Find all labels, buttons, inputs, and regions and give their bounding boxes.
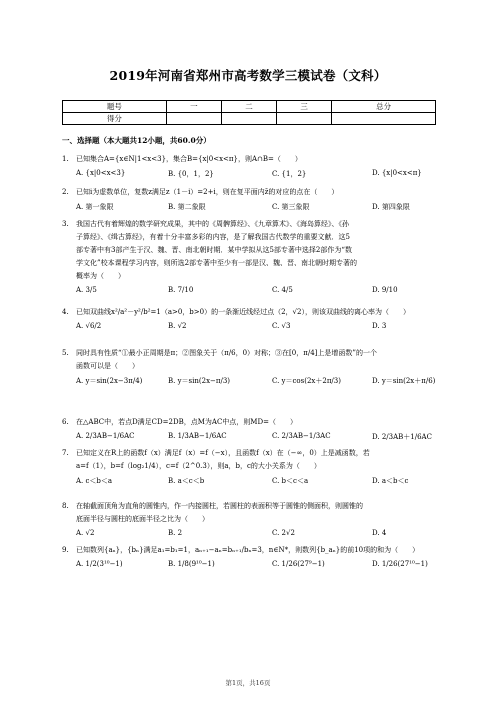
answer-option-c[interactable]: C. y＝cos(2x＋2π/3) [272, 377, 341, 385]
answer-options [76, 376, 446, 389]
question-text-line [62, 544, 442, 557]
question-text-line: 概率为（ ） [76, 272, 125, 280]
page-title: 2019年河南省郑州市高考数学三模试卷（文科） [109, 68, 387, 83]
table-header-cell: 二 [221, 101, 276, 113]
question-text: 已知i为虚数单位，复数z满足z（1－i）=2+i，则在复平面内z̄的对应的点在（ ） [76, 188, 339, 196]
table-header-cell: 总分 [332, 101, 436, 113]
answer-option-b[interactable]: B. 1/8(9¹⁰−1) [168, 560, 215, 568]
question-text: 在△ABC中，若点D满足CD=2DB，点M为AC中点，则MD=（ ） [76, 418, 297, 426]
question-2 [62, 186, 442, 199]
question-text-line [62, 153, 442, 166]
question-1 [62, 153, 442, 166]
answer-option-b[interactable]: B. 7/10 [168, 286, 194, 294]
answer-option-d[interactable]: D. 3 [372, 322, 387, 330]
answer-option-d[interactable]: D. 2/3AB＋1/6AC [372, 433, 432, 441]
question-text-line [62, 500, 442, 513]
question-number: 1. [62, 155, 69, 163]
table-row-label: 得分 [63, 113, 167, 125]
answer-option-c[interactable]: C. 第三象限 [272, 203, 310, 211]
question-text-line: a=f（1），b=f（log₂1/4），c=f（2^0.3），则a，b，c的大小关系为（ ） [76, 462, 321, 470]
question-text: 我国古代有着辉煌的数学研究成果，其中的《周髀算经》、《九章算术》、《海岛算经》、《孙 [76, 220, 349, 228]
answer-option-d[interactable]: D. 9/10 [372, 286, 398, 294]
section-heading: 一、选择题（本大题共12小题，共60.0分） [62, 136, 211, 145]
question-7 [62, 447, 442, 473]
answer-option-c[interactable]: C. 2/3AB−1/3AC [272, 432, 331, 440]
question-text-line [62, 186, 442, 199]
page-footer: 第1页，共16页 [225, 679, 271, 687]
question-number: 3. [62, 220, 69, 228]
question-text: 已知集合A={x∈N|1<x<3}，集合B={x|0<x<π}，则A∩B=（ ） [76, 155, 302, 163]
question-text: 已知数列{aₙ}，{bₙ}满足a₁=b₁=1，aₙ₊₁−aₙ=bₙ₊₁/bₙ=3，n∈N*，则数列{b_aₙ}的前10项的和为（ ） [76, 546, 420, 554]
answer-options [76, 432, 446, 445]
table-row [63, 101, 436, 113]
question-text-line [62, 347, 442, 360]
answer-option-d[interactable]: D. {x|0<x<π} [372, 169, 422, 177]
answer-option-a[interactable]: A. √6/2 [76, 322, 102, 330]
table-header-cell: 一 [166, 101, 221, 113]
question-5 [62, 347, 442, 373]
question-text: 同时具有性质“①最小正周期是π；②图象关于（π/6，0）对称；③在[0，π/4]上是增函数”的一个 [76, 349, 377, 357]
score-cell[interactable] [277, 113, 332, 125]
question-number: 7. [62, 449, 69, 457]
question-text-line [62, 416, 442, 429]
question-number: 2. [62, 188, 69, 196]
answer-options [76, 322, 446, 335]
answer-option-d[interactable]: D. y＝sin(2x＋π/6) [372, 377, 436, 385]
answer-options [76, 286, 446, 299]
answer-option-d[interactable]: D. 第四象限 [372, 203, 410, 211]
question-8 [62, 500, 442, 526]
question-text-line [62, 306, 442, 319]
question-6 [62, 416, 442, 429]
question-text-line [62, 447, 442, 460]
answer-option-a[interactable]: A. 3/5 [76, 286, 97, 294]
score-cell[interactable] [221, 113, 276, 125]
question-text-line: 子算经》、《缉古算经》，有着十分丰富多彩的内容，是了解我国古代数学的重要文献．这5 [76, 233, 350, 241]
answer-option-c[interactable]: C. 2√2 [272, 529, 295, 537]
answer-option-b[interactable]: B. y＝sin(2x−π/3) [168, 377, 231, 385]
answer-option-d[interactable]: D. 4 [372, 529, 387, 537]
answer-option-d[interactable]: D. a＜b＜c [372, 477, 409, 485]
answer-options [76, 560, 446, 573]
table-header-cell: 三 [277, 101, 332, 113]
question-text: 已知定义在R上的函数f（x）满足f（x）=f（−x），且函数f（x）在（−∞，0）上是减函数，若 [76, 449, 370, 457]
question-number: 6. [62, 418, 69, 426]
answer-option-c[interactable]: C. b＜c＜a [272, 477, 309, 485]
answer-option-a[interactable]: A. {x|0<x<3} [76, 169, 126, 177]
answer-option-a[interactable]: A. √2 [76, 529, 95, 537]
question-text: 已知双曲线x²/a²－y²/b²=1（a>0，b>0）的一条渐近线经过点（2，√2），则该双曲线的离心率为（ ） [76, 308, 410, 316]
answer-option-b[interactable]: B. 第二象限 [168, 203, 206, 211]
question-text-line [62, 218, 442, 231]
answer-option-b[interactable]: B. 1/3AB−1/6AC [168, 432, 227, 440]
answer-options [76, 169, 446, 182]
answer-option-a[interactable]: A. y＝sin(2x−3π/4) [76, 377, 143, 385]
answer-option-a[interactable]: A. 2/3AB−1/6AC [76, 432, 135, 440]
table-row [63, 113, 436, 125]
answer-option-b[interactable]: B. a＜c＜b [168, 477, 205, 485]
question-number: 5. [62, 349, 69, 357]
answer-option-b[interactable]: B. √2 [168, 322, 187, 330]
question-9 [62, 544, 442, 557]
score-table [62, 100, 436, 125]
question-number: 8. [62, 502, 69, 510]
question-number: 9. [62, 546, 69, 554]
answer-options [76, 202, 446, 215]
question-4 [62, 306, 442, 319]
score-cell[interactable] [332, 113, 436, 125]
answer-option-a[interactable]: A. c＜b＜a [76, 477, 113, 485]
answer-options [76, 529, 446, 542]
question-text-line: 底面半径与圆柱的底面半径之比为（ ） [76, 515, 209, 523]
score-cell[interactable] [166, 113, 221, 125]
answer-option-c[interactable]: C. 4/5 [272, 286, 293, 294]
table-header-cell: 题号 [63, 101, 167, 113]
answer-option-b[interactable]: B. 2 [168, 529, 183, 537]
answer-option-d[interactable]: D. 1/26(27¹⁰−1) [372, 560, 428, 568]
answer-option-b[interactable]: B. {0，1，2} [168, 170, 214, 178]
answer-options [76, 476, 446, 489]
question-3 [62, 218, 442, 283]
question-number: 4. [62, 308, 69, 316]
answer-option-c[interactable]: C. {1，2} [272, 170, 307, 178]
question-text-line: 函数可以是（ ） [76, 362, 139, 370]
question-text-line: 部专著中有3部产生于汉、魏、晋、南北朝时期．某中学拟从这5部专著中选择2部作为“数 [76, 246, 352, 254]
question-text: 在轴截面顶角为直角的圆锥内，作一内接圆柱，若圆柱的表面积等于圆锥的侧面积，则圆锥的 [76, 502, 363, 510]
question-text-line: 学文化”校本课程学习内容，则所选2部专著中至少有一部是汉、魏、晋、南北朝时期专著的 [76, 259, 358, 267]
answer-option-c[interactable]: C. √3 [272, 322, 291, 330]
answer-option-c[interactable]: C. 1/26(27⁹−1) [272, 560, 325, 568]
answer-option-a[interactable]: A. 1/2(3¹⁰−1) [76, 560, 123, 568]
answer-option-a[interactable]: A. 第一象限 [76, 203, 114, 211]
